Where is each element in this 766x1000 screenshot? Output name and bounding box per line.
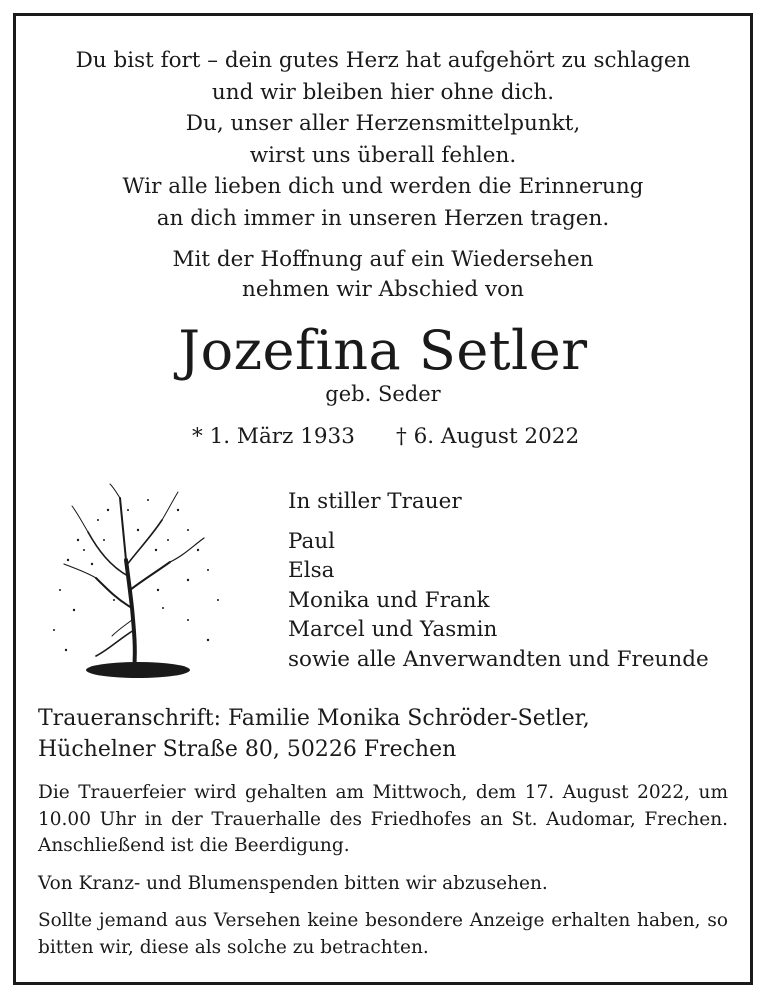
birth-name: geb. Seder: [325, 382, 441, 406]
address-line: Hüchelner Straße 80, 50226 Frechen: [38, 736, 457, 762]
mourning-heading: In stiller Trauer: [288, 489, 462, 514]
poem-line: und wir bleiben hier ohne dich.: [211, 79, 555, 105]
poem: [16, 45, 750, 234]
poem-line: Du bist fort – dein gutes Herz hat aufgehört zu schlagen: [75, 48, 691, 73]
poem-line: Du, unser aller Herzensmittelpunkt,: [185, 111, 581, 136]
no-notice-text: Sollte jemand aus Versehen keine besondere Anzeige erhalten haben, so bitten wir, diese als solche zu betrachten.: [38, 910, 728, 958]
mourning-address: [38, 704, 590, 765]
flowers-notice: Von Kranz- und Blumenspenden bitten wir abzusehen.: [38, 873, 548, 894]
poem-line: Wir alle lieben dich und werden die Erinnerung: [122, 174, 644, 199]
farewell-line: Mit der Hoffnung auf ein Wiedersehen: [172, 247, 594, 272]
tree-illustration: [38, 480, 238, 690]
farewell-line: nehmen wir Abschied von: [242, 277, 524, 302]
deceased-name: Jozefina Setler: [178, 319, 588, 382]
birth-date: * 1. März 1933: [192, 424, 355, 449]
mourner-name: sowie alle Anverwandten und Freunde: [288, 646, 709, 672]
mourners-list: [288, 487, 709, 674]
poem-line: wirst uns überall fehlen.: [249, 142, 517, 168]
mourner-name: Elsa: [288, 558, 335, 583]
mourner-name: Monika und Frank: [288, 587, 490, 613]
mourner-name: Marcel und Yasmin: [288, 617, 498, 642]
mourner-name: Paul: [288, 528, 336, 554]
address-line: Traueranschrift: Familie Monika Schröder-Setler,: [38, 706, 590, 731]
farewell-text: [16, 245, 750, 305]
poem-line: an dich immer in unseren Herzen tragen.: [156, 205, 610, 231]
death-date: † 6. August 2022: [396, 424, 580, 449]
ceremony-notice: Die Trauerfeier wird gehalten am Mittwoch, dem 17. August 2022, um 10.00 Uhr in der Trauerhalle des Friedhofes an St. Audomar, Frechen. Anschließend ist die Beerdigung.: [38, 782, 728, 856]
